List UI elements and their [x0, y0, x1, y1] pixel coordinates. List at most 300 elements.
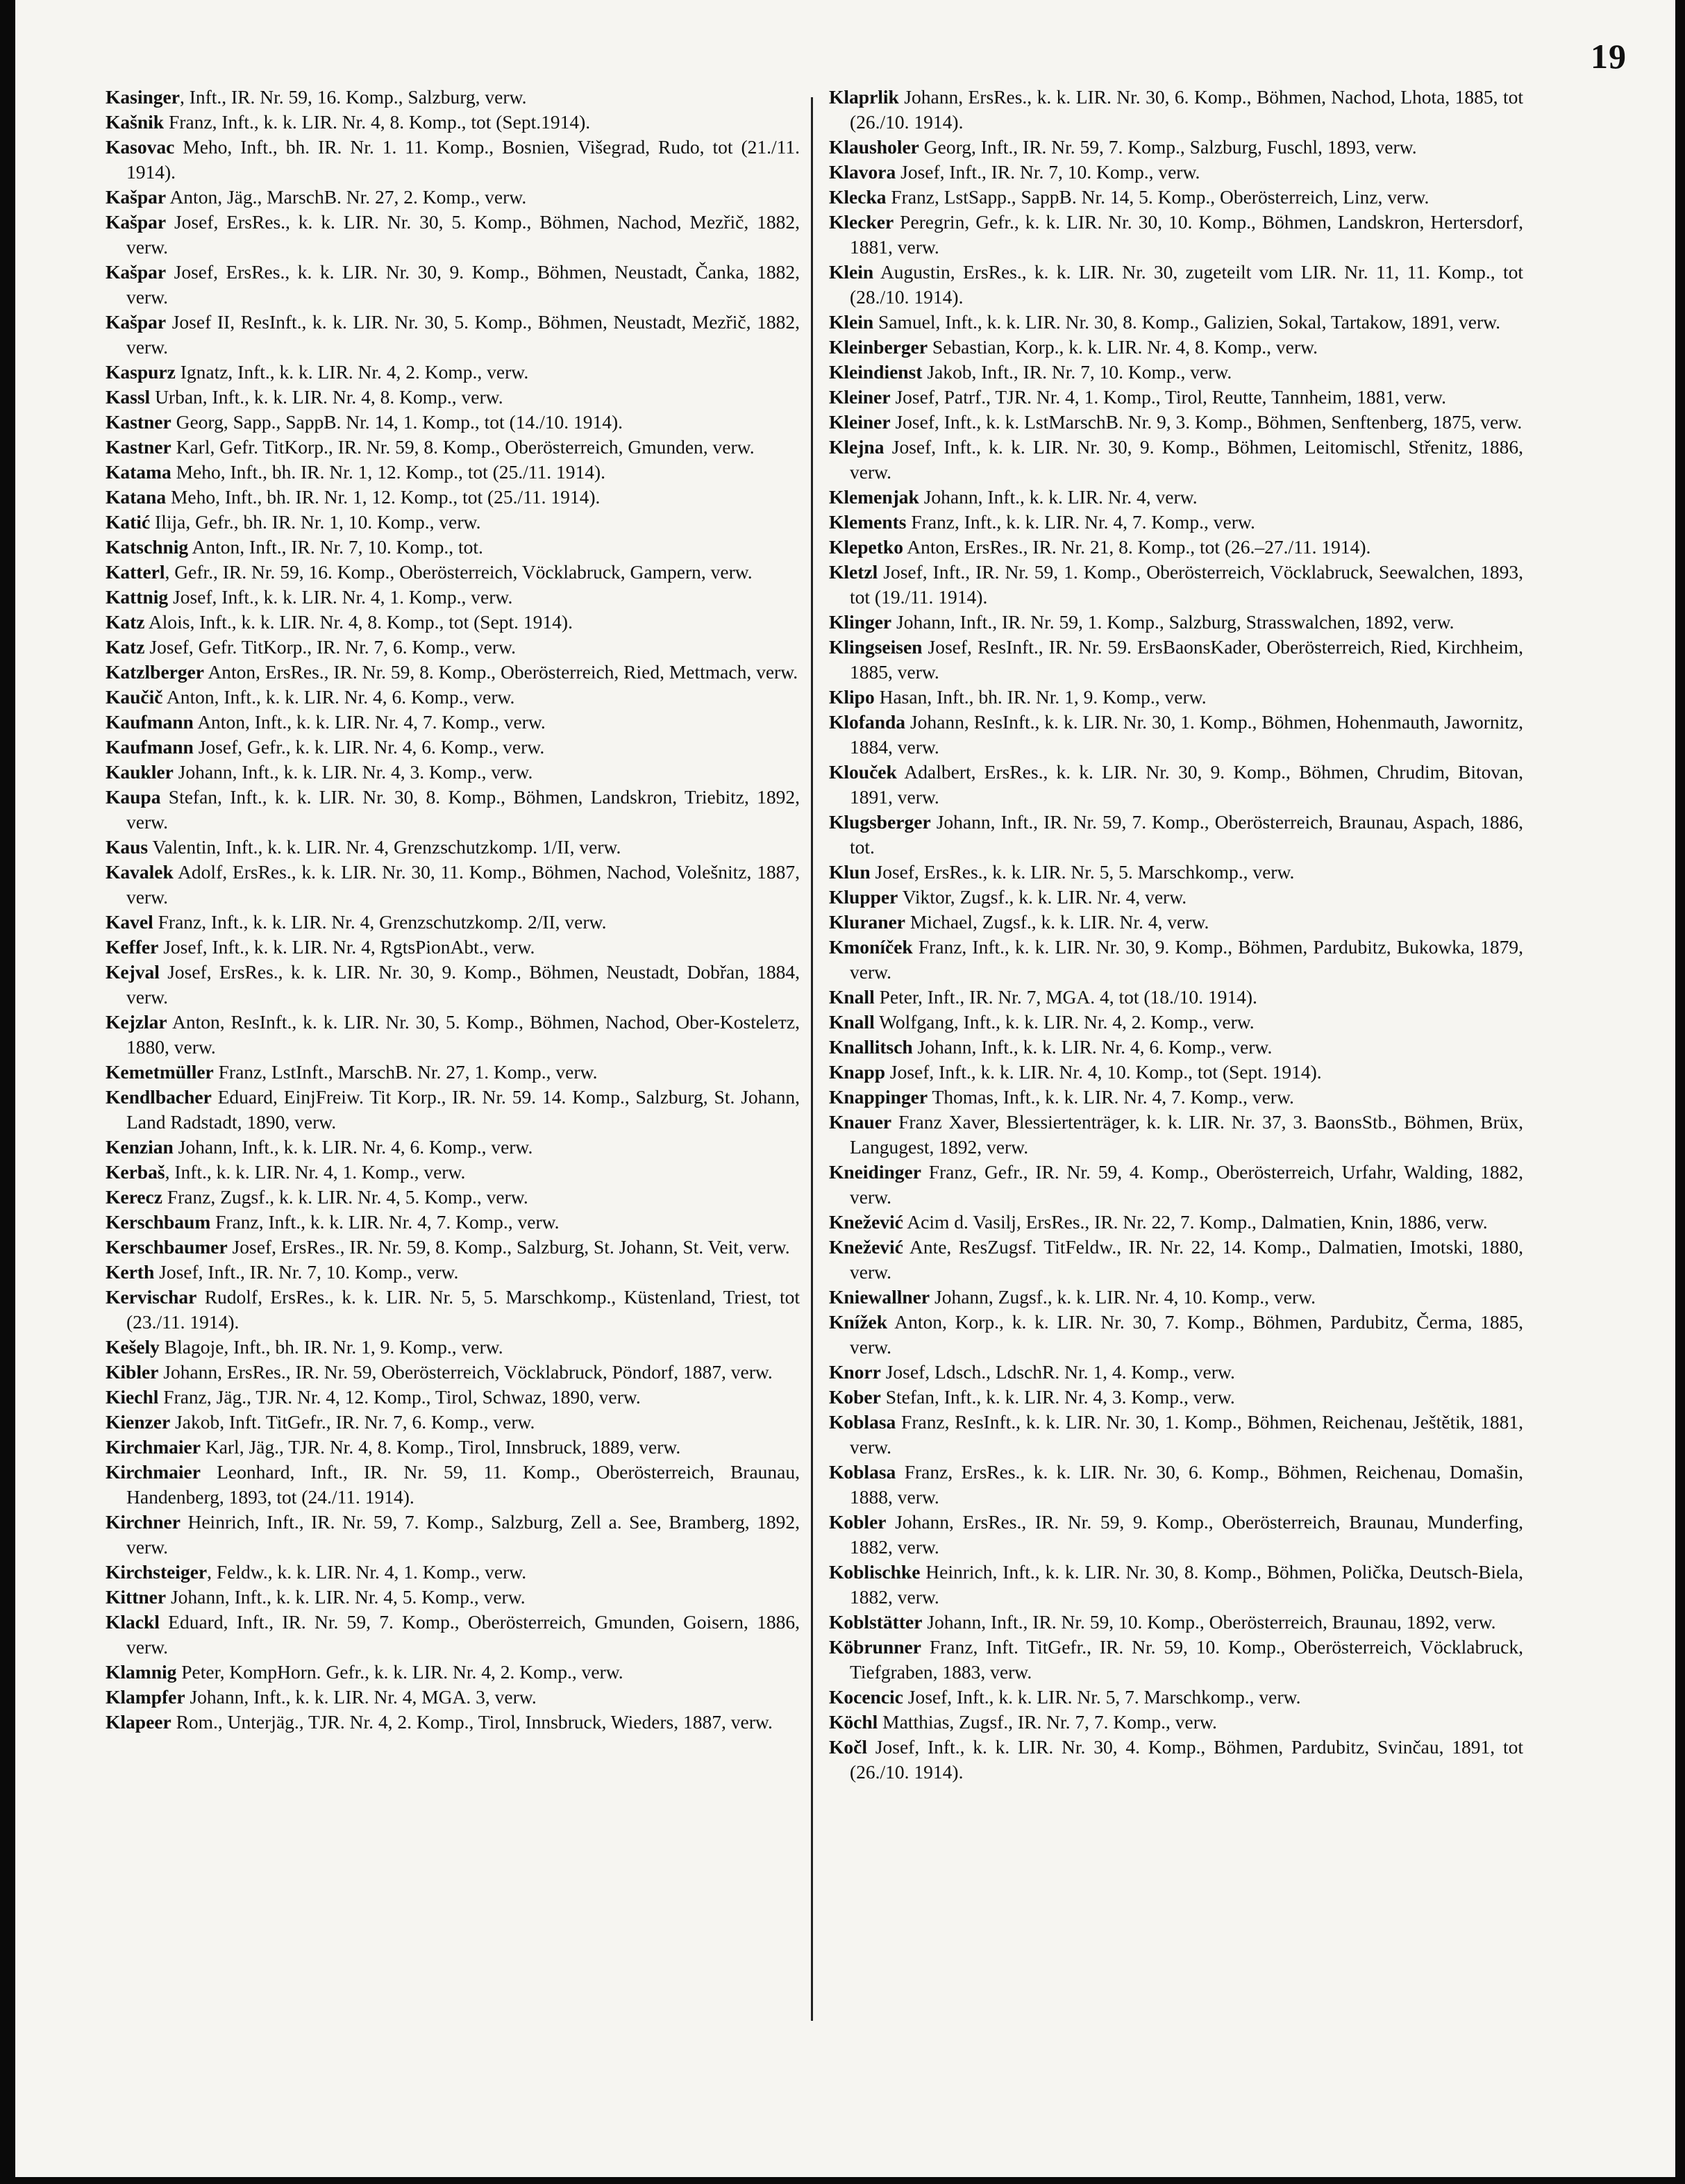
- entry-details: Johann, Zugsf., k. k. LIR. Nr. 4, 10. Komp., verw.: [930, 1286, 1316, 1308]
- list-entry: [106, 1185, 800, 1210]
- entry-details: Franz, Jäg., TJR. Nr. 4, 12. Komp., Tirol, Schwaz, 1890, verw.: [158, 1386, 641, 1408]
- list-entry: [829, 1210, 1523, 1235]
- entry-details: Adolf, ErsRes., k. k. LIR. Nr. 30, 11. Komp., Böhmen, Nachod, Volešnitz, 1887, verw.: [126, 861, 800, 908]
- left-column: [106, 85, 800, 1735]
- entry-surname: Klapeer: [106, 1711, 171, 1733]
- entry-details: Meho, Inft., bh. IR. Nr. 1, 12. Komp., tot (25./11. 1914).: [166, 486, 601, 508]
- entry-surname: Kmoníček: [829, 936, 913, 958]
- entry-surname: Köbrunner: [829, 1636, 921, 1658]
- entry-details: Josef, ErsRes., IR. Nr. 59, 8. Komp., Salzburg, St. Johann, St. Veit, verw.: [227, 1236, 790, 1258]
- list-entry: [829, 160, 1523, 185]
- list-entry: [106, 910, 800, 935]
- entry-surname: Knapp: [829, 1061, 886, 1083]
- entry-surname: Kešely: [106, 1336, 160, 1358]
- entry-details: Josef, Inft., IR. Nr. 7, 10. Komp., verw.: [896, 161, 1200, 183]
- list-entry: [106, 1135, 800, 1160]
- entry-details: Adalbert, ErsRes., k. k. LIR. Nr. 30, 9. Komp., Böhmen, Chrudim, Bitovan, 1891, verw.: [850, 761, 1523, 808]
- entry-details: Jakob, Inft., IR. Nr. 7, 10. Komp., verw.: [922, 361, 1232, 383]
- entry-details: Johann, Inft., k. k. LIR. Nr. 4, 5. Komp., verw.: [166, 1586, 526, 1608]
- list-entry: [829, 185, 1523, 210]
- entry-details: Josef, Inft., k. k. LIR. Nr. 4, RgtsPionAbt., verw.: [158, 936, 535, 958]
- entry-details: Sebastian, Korp., k. k. LIR. Nr. 4, 8. Komp., verw.: [928, 336, 1318, 358]
- entry-surname: Knorr: [829, 1361, 881, 1383]
- list-entry: [106, 360, 800, 385]
- entry-details: Jakob, Inft. TitGefr., IR. Nr. 7, 6. Komp., verw.: [170, 1411, 535, 1433]
- list-entry: [829, 135, 1523, 160]
- entry-surname: Köchl: [829, 1711, 878, 1733]
- list-entry: [106, 1510, 800, 1560]
- list-entry: [106, 960, 800, 1010]
- entry-details: Josef, ErsRes., k. k. LIR. Nr. 30, 9. Komp., Böhmen, Neustadt, Dobřan, 1884, verw.: [126, 961, 800, 1008]
- entry-surname: Klemenjak: [829, 486, 919, 508]
- entry-surname: Katz: [106, 611, 145, 633]
- entry-details: Franz, Inft., k. k. LIR. Nr. 4, 8. Komp., tot (Sept.1914).: [164, 111, 591, 133]
- list-entry: [829, 1410, 1523, 1460]
- list-entry: [106, 1685, 800, 1710]
- list-entry: [829, 1035, 1523, 1060]
- list-entry: [829, 1235, 1523, 1285]
- entry-details: Rudolf, ErsRes., k. k. LIR. Nr. 5, 5. Marschkomp., Küstenland, Triest, tot (23./11. 1914).: [126, 1286, 800, 1333]
- list-entry: [106, 1360, 800, 1385]
- entry-surname: Kasinger: [106, 86, 180, 108]
- entry-surname: Katana: [106, 486, 167, 508]
- list-entry: [106, 585, 800, 610]
- entry-details: Franz, Inft. TitGefr., IR. Nr. 59, 10. Komp., Oberösterreich, Vöcklabruck, Tiefgraben, 1883, verw.: [850, 1636, 1523, 1683]
- list-entry: [829, 1010, 1523, 1035]
- list-entry: [106, 735, 800, 760]
- list-entry: [106, 1385, 800, 1410]
- entry-surname: Kašnik: [106, 111, 165, 133]
- list-entry: [829, 685, 1523, 710]
- entry-details: Johann, Inft., IR. Nr. 59, 7. Komp., Oberösterreich, Braunau, Aspach, 1886, tot.: [850, 811, 1523, 858]
- list-entry: [829, 1460, 1523, 1510]
- entry-surname: Kasovac: [106, 136, 175, 158]
- entry-surname: Klaprlik: [829, 86, 899, 108]
- entry-details: Johann, ErsRes., IR. Nr. 59, 9. Komp., Oberösterreich, Braunau, Munderfing, 1882, verw.: [850, 1511, 1523, 1558]
- list-entry: [829, 1635, 1523, 1685]
- entry-surname: Kerschbaum: [106, 1211, 211, 1233]
- entry-details: Ignatz, Inft., k. k. LIR. Nr. 4, 2. Komp., verw.: [175, 361, 529, 383]
- entry-surname: Kattnig: [106, 586, 169, 608]
- entry-surname: Klugsberger: [829, 811, 931, 833]
- list-entry: [106, 1235, 800, 1260]
- list-entry: [829, 1160, 1523, 1210]
- entry-details: Ante, ResZugsf. TitFeldw., IR. Nr. 22, 14. Komp., Dalmatien, Imotski, 1880, verw.: [850, 1236, 1523, 1283]
- entry-details: Josef, Inft., IR. Nr. 7, 10. Komp., verw.: [154, 1261, 459, 1283]
- list-entry: [106, 1660, 800, 1685]
- entry-surname: Kendlbacher: [106, 1086, 212, 1108]
- entry-details: Urban, Inft., k. k. LIR. Nr. 4, 8. Komp., verw.: [150, 386, 503, 408]
- entry-details: Anton, Inft., k. k. LIR. Nr. 4, 6. Komp., verw.: [162, 686, 515, 708]
- list-entry: [106, 660, 800, 685]
- entry-surname: Kirchner: [106, 1511, 181, 1533]
- entry-surname: Klipo: [829, 686, 875, 708]
- list-entry: [829, 85, 1523, 135]
- entry-surname: Kerbaš: [106, 1161, 165, 1183]
- list-entry: [829, 510, 1523, 535]
- entry-details: Acim d. Vasilj, ErsRes., IR. Nr. 22, 7. Komp., Dalmatien, Knin, 1886, verw.: [903, 1211, 1488, 1233]
- entry-details: Franz, ResInft., k. k. LIR. Nr. 30, 1. Komp., Böhmen, Reichenau, Ještětik, 1881, verw.: [850, 1411, 1523, 1458]
- list-entry: [829, 760, 1523, 810]
- entry-details: Hasan, Inft., bh. IR. Nr. 1, 9. Komp., verw.: [874, 686, 1207, 708]
- list-entry: [106, 135, 800, 185]
- entry-details: Franz, LstInft., MarschB. Nr. 27, 1. Komp., verw.: [213, 1061, 598, 1083]
- list-entry: [829, 1310, 1523, 1360]
- entry-details: Anton, ErsRes., IR. Nr. 59, 8. Komp., Oberösterreich, Ried, Mettmach, verw.: [204, 661, 798, 683]
- list-entry: [106, 1285, 800, 1335]
- list-entry: [106, 185, 800, 210]
- list-entry: [829, 485, 1523, 510]
- entry-surname: Kirchsteiger: [106, 1561, 208, 1583]
- entry-surname: Kleinberger: [829, 336, 928, 358]
- list-entry: [829, 1560, 1523, 1610]
- list-entry: [106, 1435, 800, 1460]
- entry-details: Josef, Inft., k. k. LIR. Nr. 4, 10. Komp., tot (Sept. 1914).: [885, 1061, 1322, 1083]
- entry-details: Johann, Inft., k. k. LIR. Nr. 4, verw.: [919, 486, 1198, 508]
- list-entry: [106, 260, 800, 310]
- entry-details: Alois, Inft., k. k. LIR. Nr. 4, 8. Komp., tot (Sept. 1914).: [144, 611, 573, 633]
- entry-surname: Kastner: [106, 436, 171, 458]
- entry-details: Josef II, ResInft., k. k. LIR. Nr. 30, 5. Komp., Böhmen, Neustadt, Mezřič, 1882, verw.: [126, 311, 800, 358]
- entry-surname: Kleiner: [829, 386, 891, 408]
- list-entry: [829, 1510, 1523, 1560]
- entry-surname: Kašpar: [106, 211, 167, 233]
- list-entry: [829, 935, 1523, 985]
- entry-surname: Klein: [829, 311, 874, 333]
- entry-surname: Kerth: [106, 1261, 155, 1283]
- entry-surname: Knežević: [829, 1211, 903, 1233]
- column-divider: [811, 97, 813, 2021]
- entry-surname: Kober: [829, 1386, 881, 1408]
- list-entry: [106, 835, 800, 860]
- entry-surname: Kassl: [106, 386, 151, 408]
- list-entry: [829, 1285, 1523, 1310]
- entry-details: Georg, Inft., IR. Nr. 59, 7. Komp., Salzburg, Fuschl, 1893, verw.: [919, 136, 1417, 158]
- entry-surname: Klofanda: [829, 711, 906, 733]
- list-entry: [106, 110, 800, 135]
- list-entry: [829, 1685, 1523, 1710]
- entry-surname: Katz: [106, 636, 145, 658]
- list-entry: [106, 435, 800, 460]
- entry-details: Leonhard, Inft., IR. Nr. 59, 11. Komp., Oberösterreich, Braunau, Handenberg, 1893, tot (24./11. 1914).: [126, 1461, 800, 1508]
- entry-details: Franz, ErsRes., k. k. LIR. Nr. 30, 6. Komp., Böhmen, Reichenau, Domašin, 1888, verw.: [850, 1461, 1523, 1508]
- entry-details: Franz, Inft., k. k. LIR. Nr. 30, 9. Komp., Böhmen, Pardubitz, Bukowka, 1879, verw.: [850, 936, 1523, 983]
- entry-details: Stefan, Inft., k. k. LIR. Nr. 30, 8. Komp., Böhmen, Landskron, Triebitz, 1892, verw.: [126, 786, 800, 833]
- entry-surname: Knauer: [829, 1111, 892, 1133]
- entry-details: Josef, Gefr. TitKorp., IR. Nr. 7, 6. Komp., verw.: [144, 636, 516, 658]
- entry-details: Josef, Inft., k. k. LIR. Nr. 5, 7. Marschkomp., verw.: [903, 1686, 1301, 1708]
- entry-details: Anton, Jäg., MarschB. Nr. 27, 2. Komp., verw.: [166, 186, 527, 208]
- list-entry: [106, 535, 800, 560]
- entry-details: Johann, ErsRes., k. k. LIR. Nr. 30, 6. Komp., Böhmen, Nachod, Lhota, 1885, tot (26./10. 1914).: [850, 86, 1523, 133]
- entry-surname: Kobler: [829, 1511, 887, 1533]
- entry-details: Wolfgang, Inft., k. k. LIR. Nr. 4, 2. Komp., verw.: [874, 1011, 1255, 1033]
- list-entry: [829, 1735, 1523, 1785]
- list-entry: [106, 1010, 800, 1060]
- list-entry: [106, 710, 800, 735]
- list-entry: [106, 1210, 800, 1235]
- page-number: 19: [1591, 37, 1627, 76]
- list-entry: [829, 1085, 1523, 1110]
- entry-surname: Kejzlar: [106, 1011, 167, 1033]
- entry-surname: Katterl: [106, 561, 165, 583]
- entry-surname: Kaufmann: [106, 736, 194, 758]
- list-entry: [106, 310, 800, 360]
- list-entry: [106, 1160, 800, 1185]
- entry-surname: Knallitsch: [829, 1036, 913, 1058]
- list-entry: [829, 260, 1523, 310]
- entry-details: Heinrich, Inft., k. k. LIR. Nr. 30, 8. Komp., Böhmen, Polička, Deutsch-Biela, 1882, verw.: [850, 1561, 1523, 1608]
- entry-details: Matthias, Zugsf., IR. Nr. 7, 7. Komp., verw.: [878, 1711, 1217, 1733]
- entry-surname: Klupper: [829, 886, 898, 908]
- entry-details: Peter, Inft., IR. Nr. 7, MGA. 4, tot (18./10. 1914).: [874, 986, 1257, 1008]
- entry-surname: Kluraner: [829, 911, 905, 933]
- entry-surname: Kleindienst: [829, 361, 923, 383]
- list-entry: [106, 560, 800, 585]
- entry-details: Josef, Inft., k. k. LstMarschB. Nr. 9, 3. Komp., Böhmen, Senftenberg, 1875, verw.: [890, 411, 1523, 433]
- entry-surname: Knežević: [829, 1236, 903, 1258]
- entry-surname: Kerschbaumer: [106, 1236, 228, 1258]
- entry-surname: Klackl: [106, 1611, 160, 1633]
- entry-details: Franz, Inft., k. k. LIR. Nr. 4, 7. Komp., verw.: [906, 511, 1255, 533]
- entry-surname: Klecka: [829, 186, 887, 208]
- entry-details: Josef, ErsRes., k. k. LIR. Nr. 5, 5. Marschkomp., verw.: [870, 861, 1295, 883]
- list-entry: [829, 810, 1523, 860]
- entry-surname: Knížek: [829, 1311, 888, 1333]
- entry-details: Meho, Inft., bh. IR. Nr. 1. 11. Komp., Bosnien, Višegrad, Rudo, tot (21./11. 1914).: [126, 136, 800, 183]
- entry-details: Georg, Sapp., SappB. Nr. 14, 1. Komp., tot (14./10. 1914).: [171, 411, 623, 433]
- entry-surname: Koblasa: [829, 1461, 896, 1483]
- entry-surname: Knappinger: [829, 1086, 928, 1108]
- entry-surname: Kaus: [106, 836, 149, 858]
- entry-surname: Kejval: [106, 961, 160, 983]
- entry-surname: Katić: [106, 511, 151, 533]
- entry-surname: Klausholer: [829, 136, 919, 158]
- entry-details: Josef, Ldsch., LdschR. Nr. 1, 4. Komp., verw.: [880, 1361, 1235, 1383]
- list-entry: [829, 985, 1523, 1010]
- entry-surname: Klavora: [829, 161, 896, 183]
- entry-details: Johann, ErsRes., IR. Nr. 59, Oberösterreich, Vöcklabruck, Pöndorf, 1887, verw.: [158, 1361, 773, 1383]
- entry-surname: Kirchmaier: [106, 1461, 201, 1483]
- list-entry: [829, 1385, 1523, 1410]
- entry-details: Karl, Jäg., TJR. Nr. 4, 8. Komp., Tirol, Innsbruck, 1889, verw.: [200, 1436, 681, 1458]
- entry-surname: Klampfer: [106, 1686, 185, 1708]
- entry-details: Johann, Inft., k. k. LIR. Nr. 4, MGA. 3, verw.: [185, 1686, 537, 1708]
- list-entry: [829, 860, 1523, 885]
- entry-surname: Kittner: [106, 1586, 167, 1608]
- list-entry: [829, 535, 1523, 560]
- entry-surname: Kočl: [829, 1736, 867, 1758]
- entry-surname: Katzlberger: [106, 661, 205, 683]
- entry-details: Stefan, Inft., k. k. LIR. Nr. 4, 3. Komp., verw.: [880, 1386, 1235, 1408]
- list-entry: [829, 1110, 1523, 1160]
- entry-surname: Kervischar: [106, 1286, 197, 1308]
- list-entry: [829, 210, 1523, 260]
- entry-surname: Koblasa: [829, 1411, 896, 1433]
- entry-surname: Kerecz: [106, 1186, 162, 1208]
- entry-details: Josef, ErsRes., k. k. LIR. Nr. 30, 5. Komp., Böhmen, Nachod, Mezřič, 1882, verw.: [126, 211, 800, 258]
- entry-surname: Katama: [106, 461, 171, 483]
- entry-details: Rom., Unterjäg., TJR. Nr. 4, 2. Komp., Tirol, Innsbruck, Wieders, 1887, verw.: [171, 1711, 773, 1733]
- entry-surname: Kneidinger: [829, 1161, 921, 1183]
- entry-details: Ilija, Gefr., bh. IR. Nr. 1, 10. Komp., verw.: [150, 511, 481, 533]
- list-entry: [106, 1585, 800, 1610]
- list-entry: [106, 935, 800, 960]
- list-entry: [106, 860, 800, 910]
- list-entry: [829, 410, 1523, 435]
- list-entry: [106, 85, 800, 110]
- entry-surname: Klingseisen: [829, 636, 923, 658]
- entry-surname: Kašpar: [106, 186, 167, 208]
- entry-details: Meho, Inft., bh. IR. Nr. 1, 12. Komp., tot (25./11. 1914).: [171, 461, 606, 483]
- entry-surname: Kniewallner: [829, 1286, 930, 1308]
- entry-details: Karl, Gefr. TitKorp., IR. Nr. 59, 8. Komp., Oberösterreich, Gmunden, verw.: [171, 436, 755, 458]
- entry-details: , Inft., k. k. LIR. Nr. 4, 1. Komp., verw.: [165, 1161, 466, 1183]
- list-entry: [106, 1085, 800, 1135]
- entry-surname: Kleiner: [829, 411, 891, 433]
- entry-surname: Koblischke: [829, 1561, 921, 1583]
- list-entry: [106, 610, 800, 635]
- right-column: [829, 85, 1523, 1785]
- list-entry: [106, 1710, 800, 1735]
- entry-details: Anton, Inft., k. k. LIR. Nr. 4, 7. Komp., verw.: [193, 711, 546, 733]
- list-entry: [106, 485, 800, 510]
- entry-surname: Knall: [829, 1011, 875, 1033]
- entry-surname: Kemetmüller: [106, 1061, 214, 1083]
- list-entry: [106, 385, 800, 410]
- entry-surname: Klein: [829, 261, 874, 283]
- list-entry: [106, 1060, 800, 1085]
- entry-details: Josef, Gefr., k. k. LIR. Nr. 4, 6. Komp., verw.: [193, 736, 545, 758]
- entry-details: Johann, Inft., IR. Nr. 59, 1. Komp., Salzburg, Strasswalchen, 1892, verw.: [891, 611, 1455, 633]
- list-entry: [106, 460, 800, 485]
- entry-details: Johann, ResInft., k. k. LIR. Nr. 30, 1. Komp., Böhmen, Hohenmauth, Jawornitz, 1884, verw.: [850, 711, 1523, 758]
- entry-details: Peregrin, Gefr., k. k. LIR. Nr. 30, 10. Komp., Böhmen, Landskron, Hertersdorf, 1881, verw.: [850, 211, 1523, 258]
- entry-surname: Kavel: [106, 911, 153, 933]
- entry-surname: Kaspurz: [106, 361, 176, 383]
- entry-surname: Kašpar: [106, 261, 167, 283]
- entry-details: Johann, Inft., k. k. LIR. Nr. 4, 3. Komp., verw.: [173, 761, 533, 783]
- list-entry: [106, 1335, 800, 1360]
- entry-details: Franz, LstSapp., SappB. Nr. 14, 5. Komp., Oberösterreich, Linz, verw.: [886, 186, 1430, 208]
- list-entry: [106, 1260, 800, 1285]
- entry-surname: Klecker: [829, 211, 894, 233]
- entry-surname: Kaukler: [106, 761, 174, 783]
- list-entry: [106, 410, 800, 435]
- entry-surname: Klun: [829, 861, 871, 883]
- list-entry: [829, 910, 1523, 935]
- list-entry: [829, 1060, 1523, 1085]
- list-entry: [829, 360, 1523, 385]
- entry-details: Franz, Zugsf., k. k. LIR. Nr. 4, 5. Komp., verw.: [162, 1186, 528, 1208]
- entry-details: Peter, KompHorn. Gefr., k. k. LIR. Nr. 4, 2. Komp., verw.: [176, 1661, 623, 1683]
- entry-details: Eduard, Inft., IR. Nr. 59, 7. Komp., Oberösterreich, Gmunden, Goisern, 1886, verw.: [126, 1611, 800, 1658]
- entry-surname: Klements: [829, 511, 907, 533]
- entry-surname: Kavalek: [106, 861, 174, 883]
- list-entry: [829, 635, 1523, 685]
- list-entry: [829, 335, 1523, 360]
- entry-surname: Keffer: [106, 936, 159, 958]
- entry-details: Josef, Inft., IR. Nr. 59, 1. Komp., Oberösterreich, Vöcklabruck, Seewalchen, 1893, tot (19./11. 1914).: [850, 561, 1523, 608]
- entry-details: Josef, Patrf., TJR. Nr. 4, 1. Komp., Tirol, Reutte, Tannheim, 1881, verw.: [890, 386, 1446, 408]
- list-entry: [106, 1610, 800, 1660]
- list-entry: [106, 635, 800, 660]
- list-entry: [829, 435, 1523, 485]
- entry-surname: Koblstätter: [829, 1611, 923, 1633]
- entry-details: Johann, Inft., k. k. LIR. Nr. 4, 6. Komp., verw.: [173, 1136, 533, 1158]
- list-entry: [106, 1460, 800, 1510]
- entry-surname: Kašpar: [106, 311, 167, 333]
- entry-details: Johann, Inft., IR. Nr. 59, 10. Komp., Oberösterreich, Braunau, 1892, verw.: [922, 1611, 1496, 1633]
- entry-surname: Klamnig: [106, 1661, 177, 1683]
- entry-details: Thomas, Inft., k. k. LIR. Nr. 4, 7. Komp., verw.: [928, 1086, 1294, 1108]
- list-entry: [106, 1560, 800, 1585]
- entry-details: , Gefr., IR. Nr. 59, 16. Komp., Oberösterreich, Vöcklabruck, Gampern, verw.: [165, 561, 753, 583]
- entry-details: Anton, ResInft., k. k. LIR. Nr. 30, 5. Komp., Böhmen, Nachod, Ober-Kostelетz, 1880, verw.: [126, 1011, 800, 1058]
- entry-surname: Kaufmann: [106, 711, 194, 733]
- entry-details: Josef, Inft., k. k. LIR. Nr. 30, 9. Komp., Böhmen, Leitomischl, Střenitz, 1886, verw.: [850, 436, 1523, 483]
- list-entry: [106, 760, 800, 785]
- entry-details: Anton, ErsRes., IR. Nr. 21, 8. Komp., tot (26.–27./11. 1914).: [903, 536, 1371, 558]
- entry-details: Heinrich, Inft., IR. Nr. 59, 7. Komp., Salzburg, Zell a. See, Bramberg, 1892, verw.: [126, 1511, 800, 1558]
- list-entry: [829, 1360, 1523, 1385]
- entry-surname: Kirchmaier: [106, 1436, 201, 1458]
- list-entry: [829, 610, 1523, 635]
- entry-surname: Klejna: [829, 436, 885, 458]
- list-entry: [829, 1610, 1523, 1635]
- entry-details: Franz, Inft., k. k. LIR. Nr. 4, 7. Komp., verw.: [210, 1211, 560, 1233]
- entry-details: Franz, Gefr., IR. Nr. 59, 4. Komp., Oberösterreich, Urfahr, Walding, 1882, verw.: [850, 1161, 1523, 1208]
- entry-details: Valentin, Inft., k. k. LIR. Nr. 4, Grenzschutzkomp. 1/II, verw.: [148, 836, 621, 858]
- list-entry: [106, 785, 800, 835]
- entry-surname: Klepetko: [829, 536, 903, 558]
- list-entry: [829, 885, 1523, 910]
- entry-surname: Klouček: [829, 761, 897, 783]
- entry-details: Anton, Korp., k. k. LIR. Nr. 30, 7. Komp., Böhmen, Pardubitz, Čerma, 1885, verw.: [850, 1311, 1523, 1358]
- list-entry: [106, 510, 800, 535]
- entry-details: Josef, ErsRes., k. k. LIR. Nr. 30, 9. Komp., Böhmen, Neustadt, Čanka, 1882, verw.: [126, 261, 800, 308]
- entry-details: Samuel, Inft., k. k. LIR. Nr. 30, 8. Komp., Galizien, Sokal, Tartakow, 1891, verw.: [873, 311, 1501, 333]
- entry-details: Josef, Inft., k. k. LIR. Nr. 4, 1. Komp., verw.: [168, 586, 513, 608]
- entry-details: Johann, Inft., k. k. LIR. Nr. 4, 6. Komp., verw.: [912, 1036, 1273, 1058]
- entry-details: Eduard, EinjFreiw. Tit Korp., IR. Nr. 59. 14. Komp., Salzburg, St. Johann, Land Radstadt, 1890, verw.: [126, 1086, 800, 1133]
- entry-surname: Katschnig: [106, 536, 189, 558]
- entry-details: Josef, Inft., k. k. LIR. Nr. 30, 4. Komp., Böhmen, Pardubitz, Svinčau, 1891, tot (26./10. 1914).: [850, 1736, 1523, 1783]
- entry-surname: Kienzer: [106, 1411, 171, 1433]
- list-entry: [106, 685, 800, 710]
- list-entry: [829, 1710, 1523, 1735]
- entry-details: , Feldw., k. k. LIR. Nr. 4, 1. Komp., verw.: [207, 1561, 527, 1583]
- entry-details: Josef, ResInft., IR. Nr. 59. ErsBaonsKader, Oberösterreich, Ried, Kirchheim, 1885, verw.: [850, 636, 1523, 683]
- entry-details: Blagoje, Inft., bh. IR. Nr. 1, 9. Komp., verw.: [159, 1336, 503, 1358]
- list-entry: [829, 560, 1523, 610]
- entry-surname: Kastner: [106, 411, 171, 433]
- entry-details: Viktor, Zugsf., k. k. LIR. Nr. 4, verw.: [898, 886, 1187, 908]
- entry-surname: Kaupa: [106, 786, 161, 808]
- entry-details: Augustin, ErsRes., k. k. LIR. Nr. 30, zugeteilt vom LIR. Nr. 11, 11. Komp., tot (28./10. 1914).: [850, 261, 1523, 308]
- entry-details: Michael, Zugsf., k. k. LIR. Nr. 4, verw.: [905, 911, 1209, 933]
- list-entry: [106, 1410, 800, 1435]
- entry-details: Anton, Inft., IR. Nr. 7, 10. Komp., tot.: [188, 536, 483, 558]
- list-entry: [829, 710, 1523, 760]
- entry-surname: Klinger: [829, 611, 892, 633]
- entry-surname: Kocencic: [829, 1686, 903, 1708]
- list-entry: [106, 210, 800, 260]
- entry-surname: Kiechl: [106, 1386, 159, 1408]
- list-entry: [829, 385, 1523, 410]
- entry-details: Franz Xaver, Blessiertenträger, k. k. LIR. Nr. 37, 3. BaonsStb., Böhmen, Brüx, Langugest, 1892, verw.: [850, 1111, 1523, 1158]
- entry-surname: Kenzian: [106, 1136, 174, 1158]
